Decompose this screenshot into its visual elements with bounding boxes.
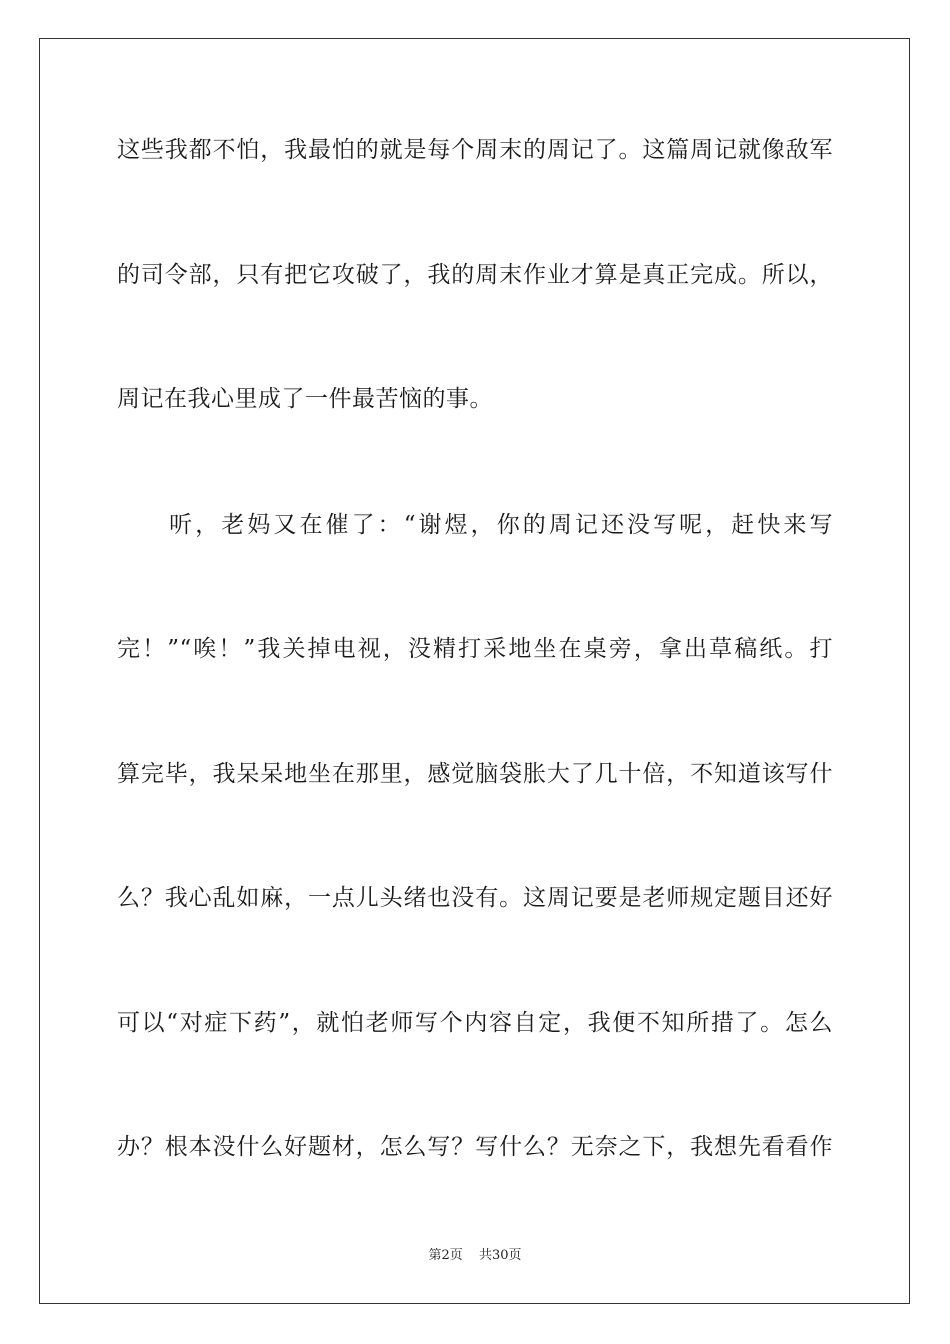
text-line: 算完毕，我呆呆地坐在那里，感觉脑袋胀大了几十倍，不知道该写什	[117, 761, 833, 787]
page-border	[39, 38, 910, 1304]
page-footer	[0, 1247, 950, 1265]
text-line: 可以“对症下药”，就怕老师写个内容自定，我便不知所措了。怎么	[117, 1010, 833, 1036]
text-line: 听，老妈又在催了：“谢煜，你的周记还没写呢，赶快来写	[117, 512, 833, 538]
text-line: 么？我心乱如麻，一点儿头绪也没有。这周记要是老师规定题目还好	[117, 885, 833, 911]
page-number: 第2页	[428, 1248, 463, 1263]
text-line: 办？根本没什么好题材，怎么写？写什么？无奈之下，我想先看看作	[117, 1134, 833, 1160]
text-line: 的司令部，只有把它攻破了，我的周末作业才算是真正完成。所以，	[117, 262, 833, 288]
text-line: 周记在我心里成了一件最苦恼的事。	[117, 386, 493, 412]
text-line: 完！”“唉！”我关掉电视，没精打采地坐在桌旁，拿出草稿纸。打	[117, 636, 833, 662]
total-pages: 共30页	[478, 1248, 522, 1263]
text-line: 这些我都不怕，我最怕的就是每个周末的周记了。这篇周记就像敌军	[117, 137, 833, 163]
